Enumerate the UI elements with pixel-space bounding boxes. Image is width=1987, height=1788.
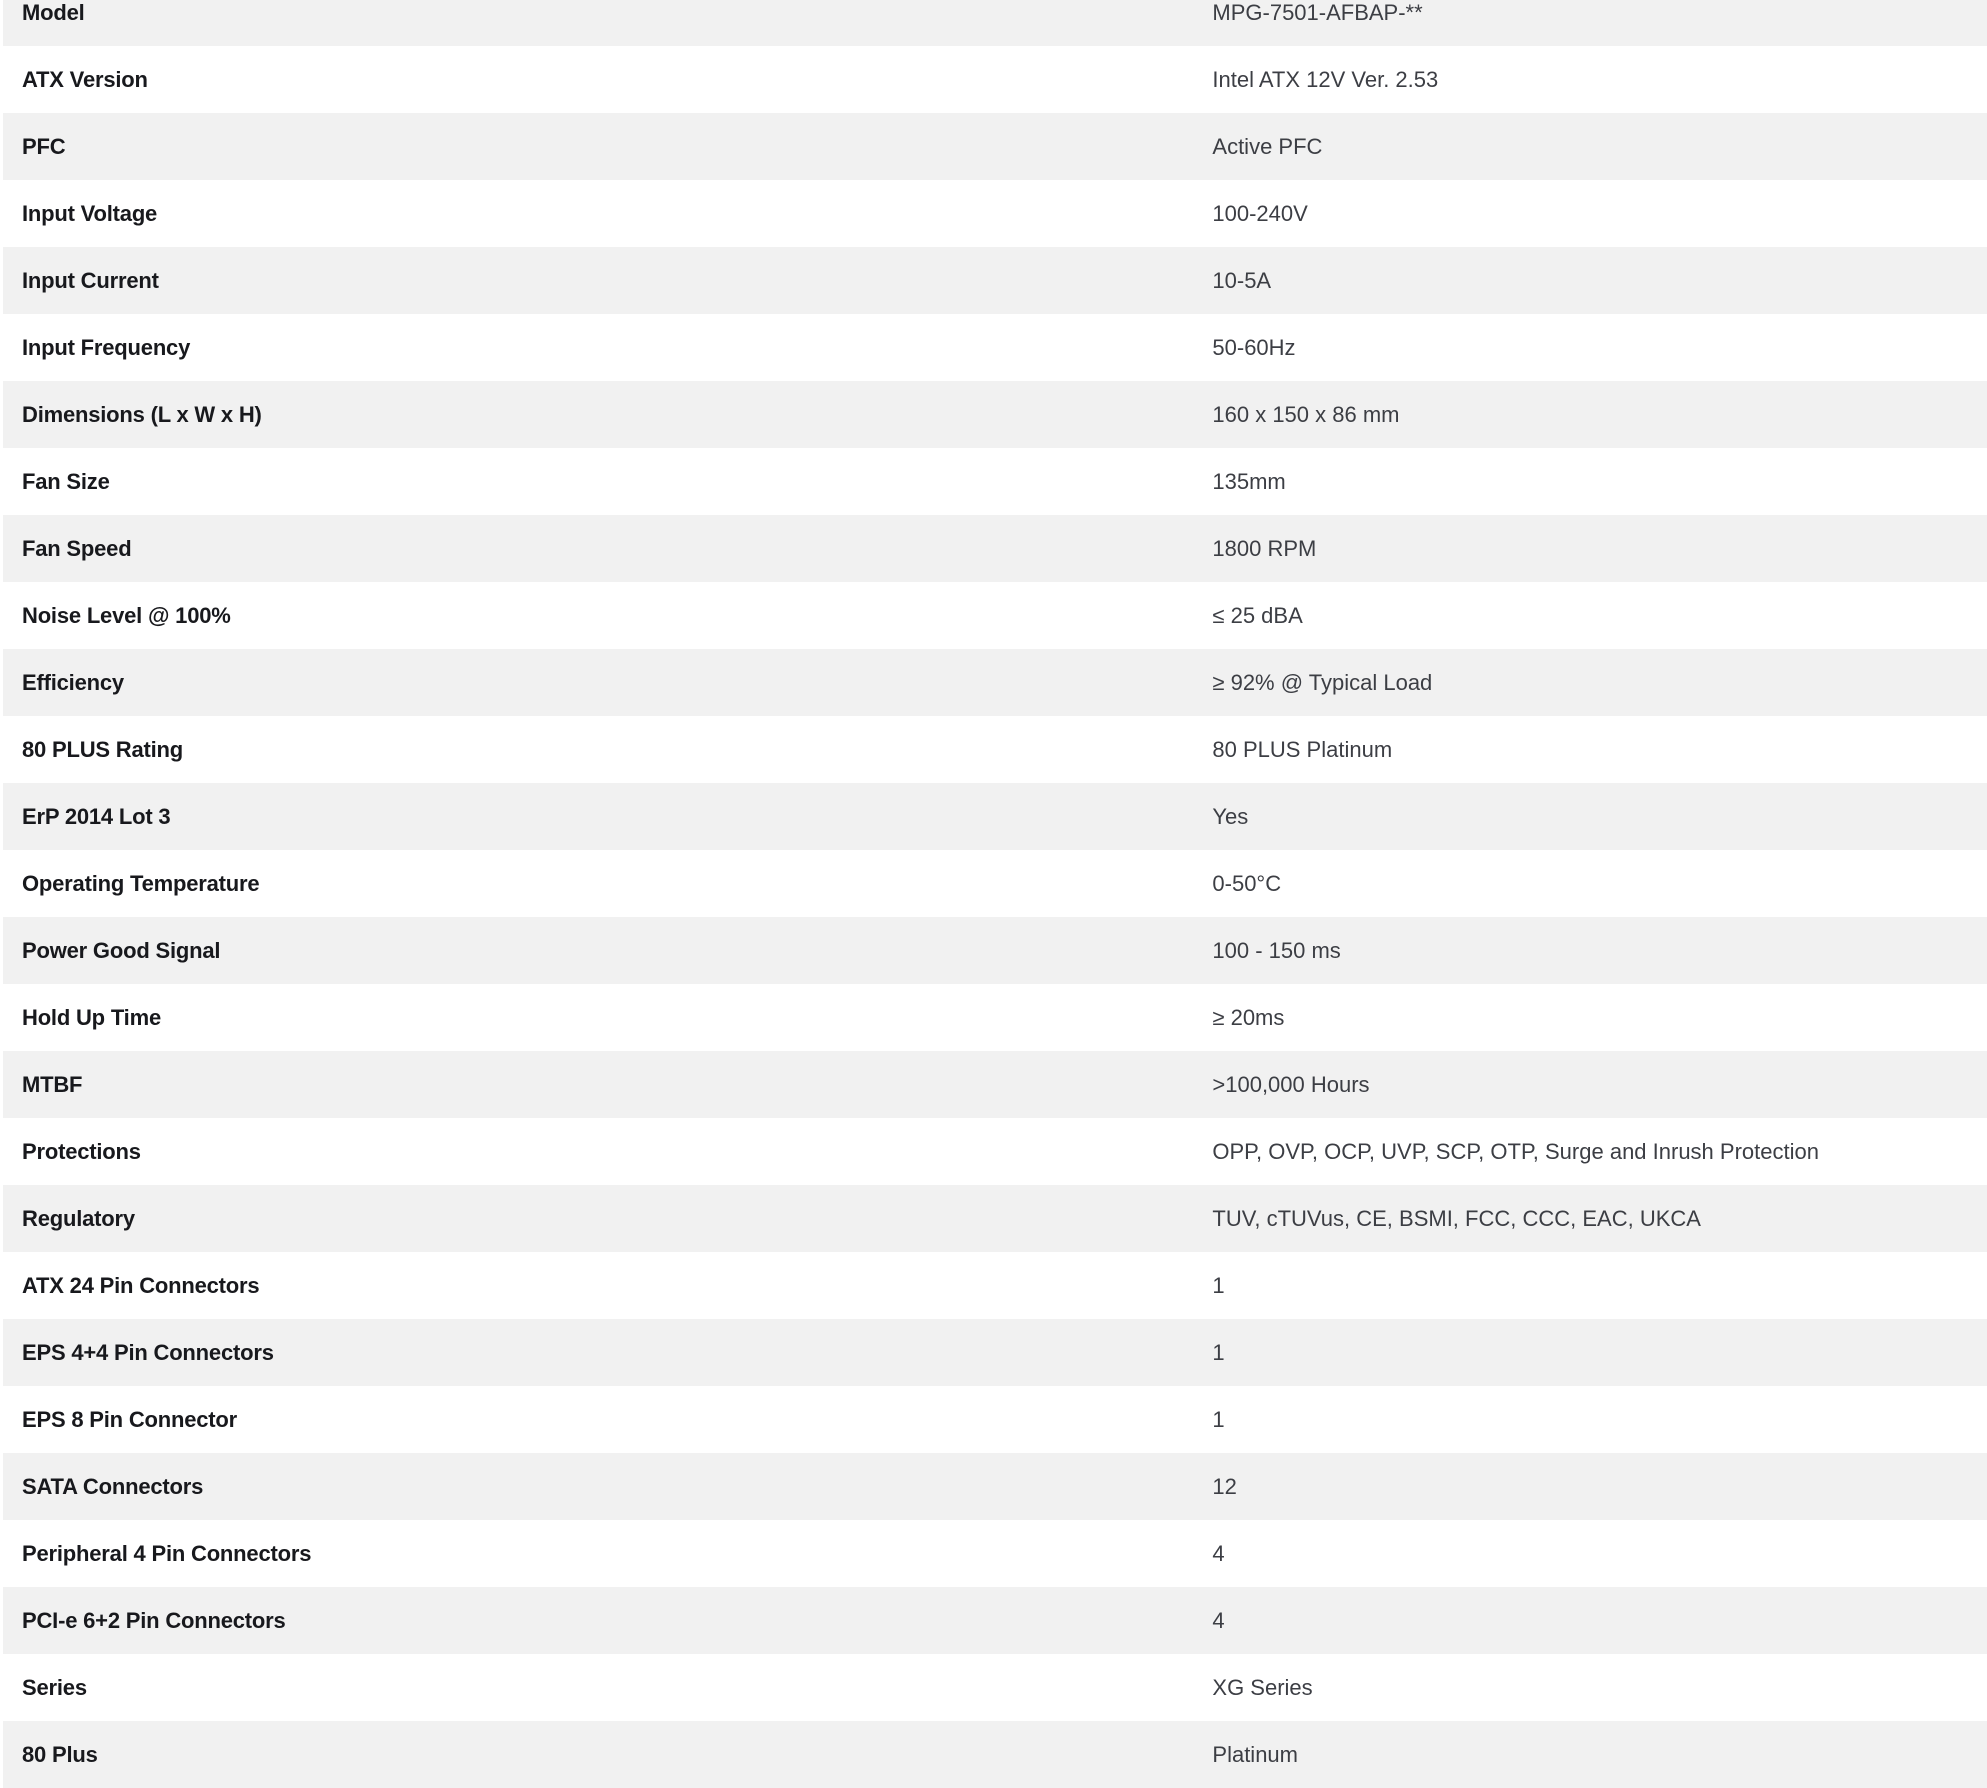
spec-row bbox=[0, 1319, 1987, 1386]
spec-label: Input Frequency bbox=[22, 334, 191, 360]
spec-row bbox=[0, 1051, 1987, 1118]
spec-label: Dimensions (L x W x H) bbox=[22, 401, 262, 427]
spec-label: Protections bbox=[22, 1138, 141, 1164]
spec-row bbox=[0, 1453, 1987, 1520]
spec-label: EPS 8 Pin Connector bbox=[22, 1406, 238, 1432]
spec-value: 100-240V bbox=[1212, 200, 1308, 226]
spec-label: ATX 24 Pin Connectors bbox=[22, 1272, 260, 1298]
spec-row bbox=[0, 1587, 1987, 1654]
spec-label: Operating Temperature bbox=[22, 870, 260, 896]
spec-row bbox=[0, 515, 1987, 582]
spec-label: 80 PLUS Rating bbox=[22, 736, 184, 762]
spec-row bbox=[0, 917, 1987, 984]
spec-row bbox=[0, 113, 1987, 180]
spec-row bbox=[0, 783, 1987, 850]
spec-value: XG Series bbox=[1212, 1674, 1313, 1700]
spec-label: ATX Version bbox=[22, 66, 148, 92]
spec-value: ≥ 20ms bbox=[1212, 1004, 1285, 1030]
spec-row bbox=[0, 448, 1987, 515]
spec-value: 1800 RPM bbox=[1212, 535, 1317, 561]
spec-value: 160 x 150 x 86 mm bbox=[1212, 401, 1400, 427]
spec-value: 1 bbox=[1212, 1406, 1225, 1432]
spec-label: Input Current bbox=[22, 267, 159, 293]
spec-row bbox=[0, 716, 1987, 783]
spec-label: PFC bbox=[22, 133, 66, 159]
spec-row bbox=[0, 850, 1987, 917]
spec-label: Series bbox=[22, 1674, 87, 1700]
spec-row bbox=[0, 1118, 1987, 1185]
spec-label: Efficiency bbox=[22, 669, 124, 695]
spec-row bbox=[0, 180, 1987, 247]
spec-label: Power Good Signal bbox=[22, 937, 221, 963]
spec-row bbox=[0, 649, 1987, 716]
spec-value: ≥ 92% @ Typical Load bbox=[1212, 669, 1433, 695]
spec-value: Platinum bbox=[1212, 1741, 1298, 1767]
spec-value: 1 bbox=[1212, 1272, 1225, 1298]
spec-value: Active PFC bbox=[1212, 133, 1323, 159]
spec-value: Yes bbox=[1212, 803, 1249, 829]
spec-label: Peripheral 4 Pin Connectors bbox=[22, 1540, 312, 1566]
spec-label: Hold Up Time bbox=[22, 1004, 161, 1030]
spec-value: TUV, cTUVus, CE, BSMI, FCC, CCC, EAC, UKCA bbox=[1212, 1205, 1701, 1231]
spec-label: MTBF bbox=[22, 1071, 83, 1097]
spec-value: OPP, OVP, OCP, UVP, SCP, OTP, Surge and Inrush Protection bbox=[1212, 1138, 1819, 1164]
spec-value: 10-5A bbox=[1212, 267, 1272, 293]
spec-label: PCI-e 6+2 Pin Connectors bbox=[22, 1607, 286, 1633]
spec-label: Model bbox=[22, 0, 85, 25]
spec-row bbox=[0, 381, 1987, 448]
spec-row bbox=[0, 984, 1987, 1051]
spec-value: Intel ATX 12V Ver. 2.53 bbox=[1212, 66, 1439, 92]
spec-value: 12 bbox=[1212, 1473, 1237, 1499]
spec-row bbox=[0, 1252, 1987, 1319]
spec-value: 4 bbox=[1212, 1607, 1225, 1633]
spec-value: >100,000 Hours bbox=[1212, 1071, 1370, 1097]
spec-value: 100 - 150 ms bbox=[1212, 937, 1341, 963]
spec-row bbox=[0, 46, 1987, 113]
spec-row bbox=[0, 1721, 1987, 1788]
spec-value: ≤ 25 dBA bbox=[1212, 602, 1303, 628]
spec-value: 0-50°C bbox=[1212, 870, 1282, 896]
spec-row bbox=[0, 247, 1987, 314]
spec-label: Regulatory bbox=[22, 1205, 135, 1231]
spec-label: Noise Level @ 100% bbox=[22, 602, 231, 628]
spec-value: 4 bbox=[1212, 1540, 1225, 1566]
spec-value: 1 bbox=[1212, 1339, 1225, 1365]
spec-row bbox=[0, 1185, 1987, 1252]
spec-value: MPG-7501-AFBAP-** bbox=[1212, 0, 1423, 25]
spec-row bbox=[0, 0, 1987, 46]
spec-value: 135mm bbox=[1212, 468, 1286, 494]
spec-label: Fan Size bbox=[22, 468, 110, 494]
spec-label: EPS 4+4 Pin Connectors bbox=[22, 1339, 274, 1365]
spec-row bbox=[0, 1654, 1987, 1721]
spec-value: 50-60Hz bbox=[1212, 334, 1296, 360]
spec-label: Fan Speed bbox=[22, 535, 132, 561]
spec-row bbox=[0, 582, 1987, 649]
spec-label: SATA Connectors bbox=[22, 1473, 204, 1499]
spec-row bbox=[0, 1520, 1987, 1587]
spec-value: 80 PLUS Platinum bbox=[1212, 736, 1393, 762]
spec-row bbox=[0, 1386, 1987, 1453]
spec-row bbox=[0, 314, 1987, 381]
spec-label: Input Voltage bbox=[22, 200, 158, 226]
spec-label: 80 Plus bbox=[22, 1741, 98, 1767]
spec-label: ErP 2014 Lot 3 bbox=[22, 803, 171, 829]
